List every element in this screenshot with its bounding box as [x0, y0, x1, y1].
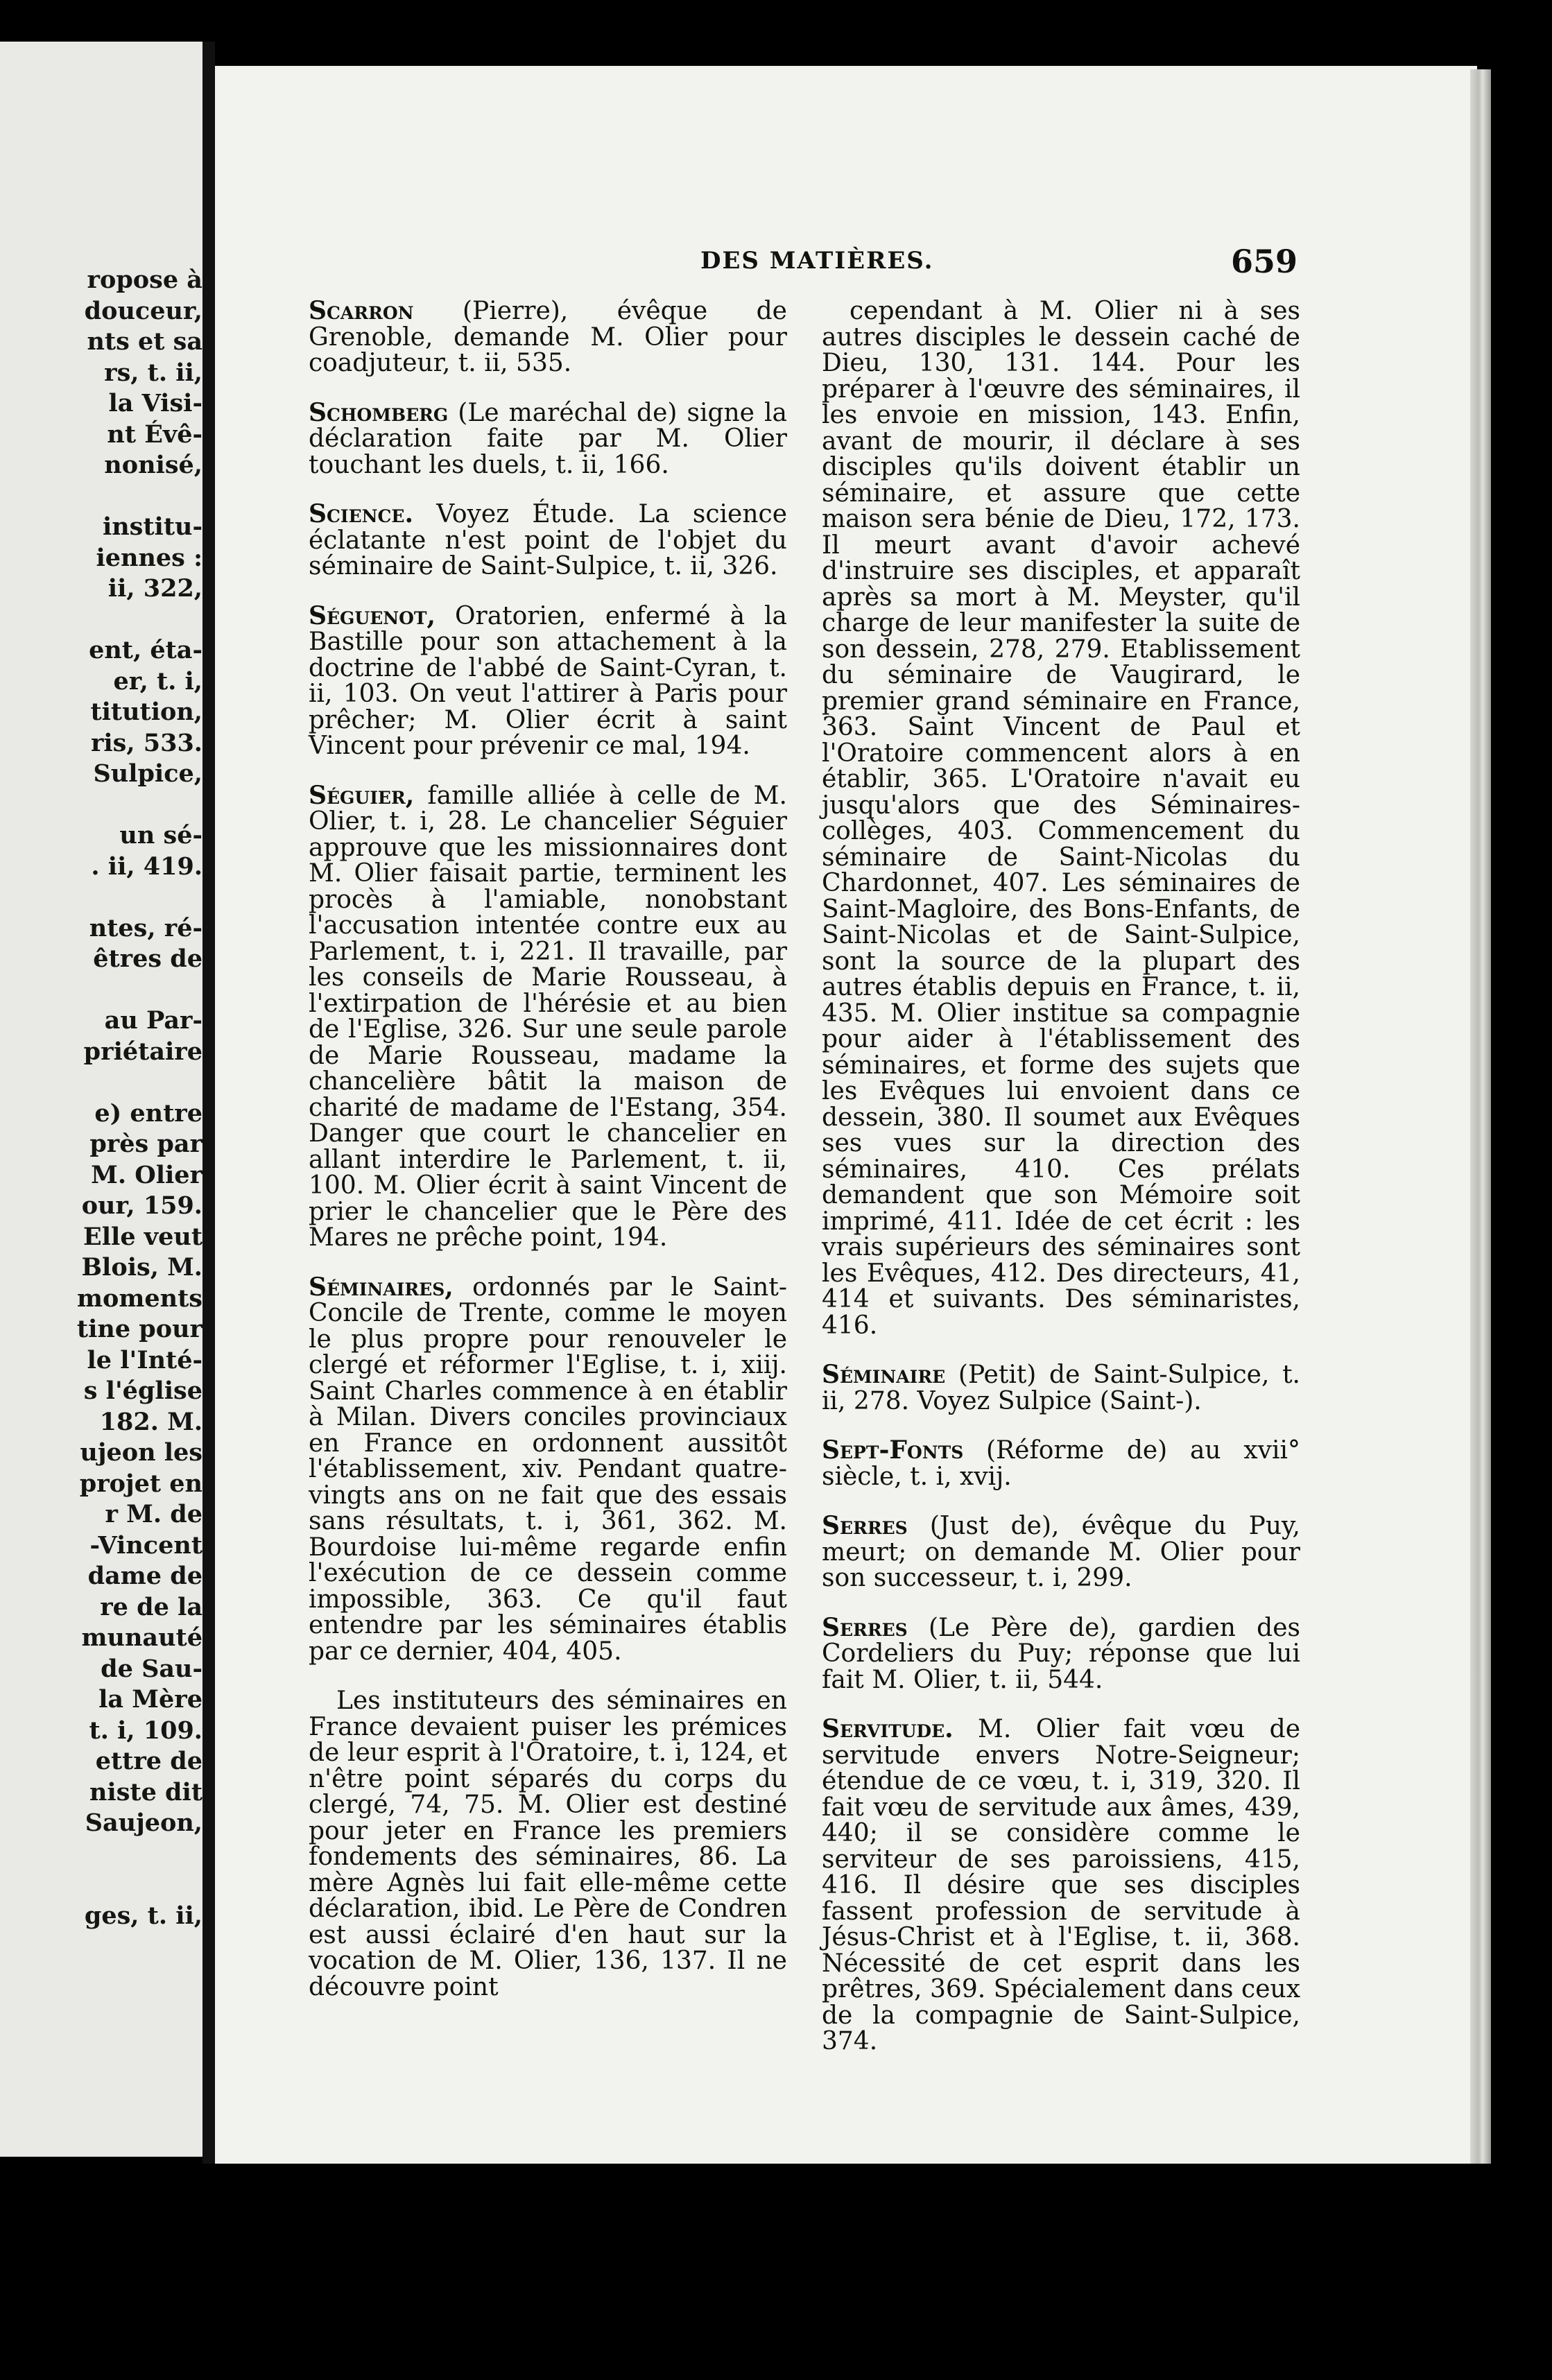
left-page-line: êtres de [93, 945, 202, 973]
left-page-line: dame de [87, 1562, 202, 1590]
entry-text: (Réforme de) au xvii° siècle, t. i, xvij. [822, 1436, 1300, 1491]
left-page-line: r M. de [105, 1500, 202, 1528]
entry-headword: Schomberg [309, 397, 449, 427]
entry-headword: Scarron [309, 296, 414, 325]
left-page-line: nts et sa [87, 327, 202, 356]
left-page-line: rs, t. ii, [104, 358, 202, 387]
left-page-line: Saujeon, [85, 1809, 202, 1837]
index-entry [822, 298, 1300, 1338]
left-page-line: près par [89, 1130, 202, 1158]
left-page-line: projet en [79, 1469, 202, 1498]
left-page-line: ges, t. ii, [84, 1901, 202, 1930]
entry-text: ordonnés par le Saint-Concile de Trente, comme le moyen le plus propre pour renouveler le clergé et réformer l'Eglise, t. i, xiij. Saint Charles commence à en établir à Milan. Divers conciles provinciaux en France en ordonnent aussitôt l'établissement, xiv. Pendant quatre-vingts ans on ne fait que des essais sans résultats, t. i, 361, 362. M. Bourdoise lui-même regarde enfin l'exécution de ce dessein comme impossible, 363. Ce qu'il faut entendre par les séminaires établis par ce dernier, 404, 405. [309, 1273, 787, 1666]
left-page-line: priétaire [83, 1037, 202, 1066]
left-page-line: s l'église [83, 1377, 202, 1405]
entry-headword: Sept-Fonts [822, 1435, 964, 1465]
entry-headword: Serres [822, 1612, 908, 1642]
left-page-line: Elle veut [83, 1222, 202, 1251]
left-page-line: la Visi- [108, 389, 202, 417]
entry-text: (Le Père de), gardien des Cordeliers du Puy; réponse que lui fait M. Olier, t. ii, 544. [822, 1613, 1300, 1694]
scan-border [0, 2164, 1552, 2380]
index-entry [822, 1435, 1300, 1491]
index-entry [309, 780, 787, 1252]
left-page-line: -Vincent [89, 1530, 202, 1560]
left-page-line: ettre de [95, 1747, 202, 1775]
entry-text: (Just de), évêque du Puy, meurt; on demande M. Olier pour son successeur, t. i, 299. [822, 1512, 1300, 1592]
left-page-line: . ii, 419. [91, 852, 202, 881]
entry-text: Les instituteurs des séminaires en France devaient puiser les prémices de leur esprit à l'Oratoire, t. i, 124, et n'être point séparés du corps du clergé, 74, 75. M. Olier est destiné pour jeter en France les premiers fondements des séminaires, 86. La mère Agnès lui fait elle-même cette déclaration, ibid. Le Père de Condren est aussi éclairé d'en haut sur la vocation de M. Olier, 136, 137. Il ne découvre point [309, 1687, 787, 2001]
running-header: DES MATIÈRES. [700, 247, 934, 275]
left-page-line: ii, 322, [107, 574, 202, 603]
left-page-fragment [0, 42, 202, 2157]
index-entry [309, 1688, 787, 2000]
left-page-line: our, 159. [81, 1191, 202, 1220]
left-page-line: ropose à [87, 266, 202, 294]
index-entry [309, 397, 787, 479]
left-page-line: er, t. i, [113, 666, 202, 696]
entry-headword: Servitude. [822, 1714, 954, 1743]
left-page-line: de Sau- [101, 1654, 202, 1683]
index-entry [822, 1716, 1300, 2055]
left-page-line: Sulpice, [93, 759, 202, 788]
index-entry [822, 1513, 1300, 1592]
left-page-line: munauté [81, 1623, 202, 1652]
index-entry [309, 1272, 787, 1666]
left-page-line: moments [77, 1284, 202, 1313]
index-entry [309, 298, 787, 377]
index-entry [309, 501, 787, 580]
left-page-line: 182. M. [99, 1407, 202, 1436]
left-page-line: nonisé, [104, 451, 202, 479]
left-page-line: ris, 533. [90, 728, 202, 757]
left-page-line: nt Évê- [107, 420, 202, 449]
index-column-1 [309, 298, 787, 2024]
entry-text: famille alliée à celle de M. Olier, t. i, 28. Le chancelier Séguier approuve que les missionnaires dont M. Olier faisait partie, terminent les procès à l'amiable, nonobstant l'accusation intentée contre eux au Parlement, t. i, 221. Il travaille, par les conseils de Marie Rousseau, à l'extirpation de l'hérésie et au bien de l'Eglise, 326. Sur une seule parole de Marie Rousseau, madame la chancelière bâtit la maison de charité de madame de l'Estang, 354. Danger que court le chancelier en allant interdire le Parlement, t. ii, 100. M. Olier écrit à saint Vincent de prier le chancelier que le Père des Mares ne prêche point, 194. [309, 781, 787, 1252]
left-page-line: titution, [90, 698, 202, 726]
left-page-line: douceur, [84, 296, 202, 325]
page-edge [1470, 69, 1491, 2164]
left-page-line: ujeon les [80, 1438, 202, 1467]
left-page-line: le l'Inté- [87, 1345, 202, 1374]
left-page-line: au Par- [104, 1006, 202, 1035]
left-page-line: tine pour [76, 1315, 202, 1343]
left-page-line: ent, éta- [89, 636, 202, 664]
entry-headword: Séguenot, [309, 601, 436, 630]
left-page-line: niste dit [89, 1777, 202, 1806]
page-number: 659 [1231, 243, 1298, 280]
index-entry [822, 1612, 1300, 1694]
left-page-line: Blois, M. [81, 1253, 202, 1282]
left-page-line: t. i, 109. [89, 1716, 202, 1745]
left-page-line: re de la [100, 1592, 202, 1621]
entry-headword: Science. [309, 499, 413, 528]
entry-headword: Séminaires, [309, 1272, 454, 1302]
left-page-line: un sé- [119, 821, 202, 850]
entry-text: (Pierre), évêque de Grenoble, demande M. Olier pour coadjuteur, t. ii, 535. [309, 297, 787, 377]
entry-headword: Serres [822, 1511, 908, 1540]
entry-text: (Petit) de Saint-Sulpice, t. ii, 278. Voyez Sulpice (Saint-). [822, 1361, 1300, 1415]
entry-headword: Séminaire [822, 1360, 946, 1389]
left-page-line: M. Olier [91, 1160, 202, 1189]
entry-text: Oratorien, enfermé à la Bastille pour son attachement à la doctrine de l'abbé de Saint-Cyran, t. ii, 103. On veut l'attirer à Paris pour prêcher; M. Olier écrit à saint Vincent pour prévenir ce mal, 194. [309, 601, 787, 760]
left-page-line: iennes : [96, 543, 202, 572]
left-page-line: e) entre [94, 1098, 202, 1128]
left-page-line: ntes, ré- [89, 913, 202, 942]
entry-headword: Séguier, [309, 780, 415, 810]
entry-text: (Le maréchal de) signe la déclaration faite par M. Olier touchant les duels, t. ii, 166. [309, 398, 787, 479]
left-page-line: institu- [102, 512, 202, 541]
left-page-line: la Mère [98, 1685, 202, 1714]
entry-text: M. Olier fait vœu de servitude envers Notre-Seigneur; étendue de ce vœu, t. i, 319, 320. Il fait vœu de servitude aux âmes, 439, 440; il se considère comme le serviteur de ses paroissiens, 415, 416. Il désire que ses disciples fassent profession de servitude à Jésus-Christ et à l'Eglise, t. ii, 368. Nécessité de cet esprit dans les prêtres, 369. Spécialement dans ceux de la compagnie de Saint-Sulpice, 374. [822, 1715, 1300, 2055]
index-column-2 [822, 298, 1300, 2078]
index-entry [309, 603, 787, 759]
entry-text: cependant à M. Olier ni à ses autres disciples le dessein caché de Dieu, 130, 131. 144. Pour les préparer à l'œuvre des séminaires, il les envoie en mission, 143. Enfin, avant de mourir, il déclare à ses disciples qu'ils doivent établir un séminaire, et assure que cette maison sera bénie de Dieu, 172, 173. Il meurt avant d'avoir achevé d'instruire ses disciples, et apparaît après sa mort à M. Meyster, qu'il charge de leur manifester la suite de son dessein, 278, 279. Etablissement du séminaire de Vaugirard, le premier grand séminaire en France, 363. Saint Vincent de Paul et l'Oratoire commencent alors à en établir, 365. L'Oratoire n'avait eu jusqu'alors que des Séminaires-collèges, 403. Commencement du séminaire de Saint-Nicolas du Chardonnet, 407. Les séminaires de Saint-Magloire, des Bons-Enfants, de Saint-Nicolas et de Saint-Sulpice, sont la source de la plupart des autres établis depuis en France, t. ii, 435. M. Olier institue sa compagnie pour aider à l'établissement des séminaires, et forme des sujets que les Evêques lui envoient dans ce dessein, 380. Il soumet aux Evêques ses vues sur la direction des séminaires, 410. Ces prélats demandent que son Mémoire soit imprimé, 411. Idée de cet écrit : les vrais supérieurs des séminaires sont les Evêques, 412. Des directeurs, 41, 414 et suivants. Des séminaristes, 416. [822, 297, 1300, 1340]
entry-text: Voyez Étude. La science éclatante n'est point de l'objet du séminaire de Saint-Sulpice, t. ii, 326. [309, 500, 787, 580]
index-entry [822, 1362, 1300, 1414]
book-gutter [202, 42, 215, 2164]
